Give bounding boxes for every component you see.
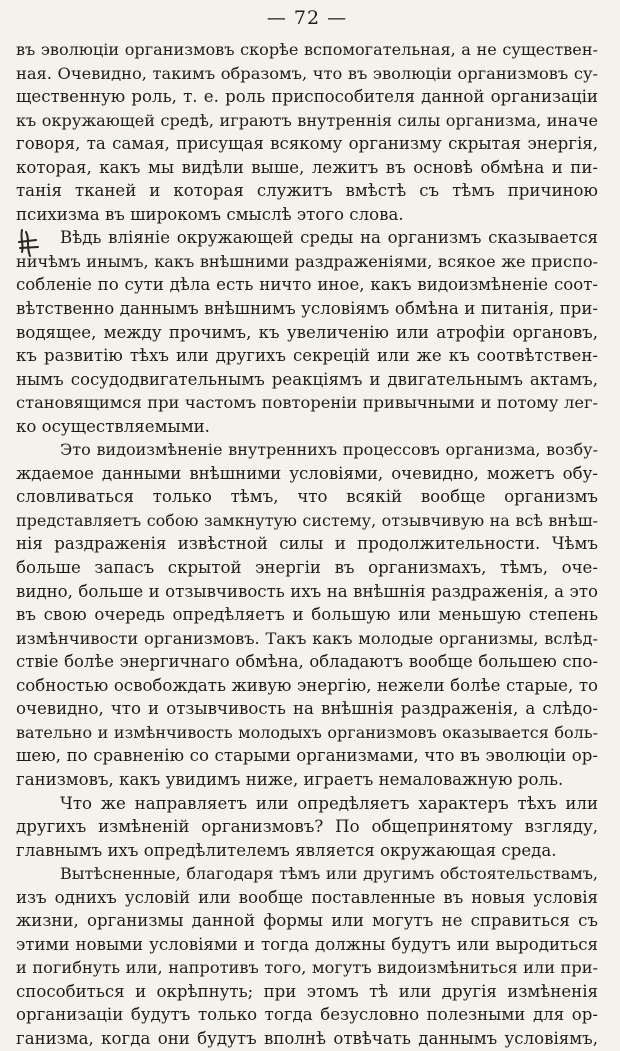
text-line: собленіе по сути дѣла есть ничто иное, какъ видоизмѣненіе соот- [16,275,598,295]
text-line: ждаемое данными внѣшними условіями, очевидно, можетъ обу- [16,463,598,483]
paragraph [16,38,598,226]
text-line: этими новыми условіями и тогда должны будутъ или выродиться [16,934,598,954]
paragraph [16,792,598,863]
text-line: въ свою очередь опредѣляетъ и большую или меньшую степень [16,605,598,625]
text-line: больше запасъ скрытой энергіи въ организмахъ, тѣмъ, оче- [16,558,598,578]
text-line: очевидно, что и отзывчивость на внѣшнія раздраженія, а слѣдо- [16,699,598,719]
text-line: психизма въ широкомъ смыслѣ этого слова. [16,204,404,224]
text-line: словливаться только тѣмъ, что всякій вообще организмъ [16,487,598,507]
text-line: изъ однихъ условій или вообще поставленные въ новыя условія [16,887,598,907]
text-line: измѣнчивости организмовъ. Такъ какъ молодые организмы, вслѣд- [16,628,598,648]
text-line: вѣтственно даннымъ внѣшнимъ условіямъ обмѣна и питанія, при- [16,299,598,319]
body-text [16,38,598,1051]
paragraph [16,862,598,1050]
text-line: которая, какъ мы видѣли выше, лежитъ въ основѣ обмѣна и пи- [16,157,598,177]
text-line: Вытѣсненные, благодаря тѣмъ или другимъ обстоятельствамъ, [60,864,598,884]
text-line: ганизмовъ, какъ увидимъ ниже, играетъ немаловажную роль. [16,769,564,789]
text-line: вательно и измѣнчивость молодыхъ организмовъ оказывается боль- [16,722,598,742]
text-line: говоря, та самая, присущая всякому организму скрытая энергія, [16,134,598,154]
text-line: собностью освобождать живую энергію, нежели болѣе старые, то [16,675,598,695]
text-line: ничѣмъ инымъ, какъ внѣшними раздраженіями, всякое же приспо- [16,251,598,271]
text-line: организаціи будутъ только тогда безусловно полезными для ор- [16,1005,598,1025]
text-line: нія раздраженія извѣстной силы и продолжительности. Чѣмъ [16,534,598,554]
text-line: и погибнуть или, напротивъ того, могутъ видоизмѣниться или при- [16,958,598,978]
text-line: нымъ сосудодвигательнымъ реакціямъ и двигательнымъ актамъ, [16,369,598,389]
text-line: водящее, между прочимъ, къ увеличенію или атрофіи органовъ, [16,322,598,342]
text-line: Вѣдь вліяніе окружающей среды на организмъ сказывается [60,228,598,248]
text-line: способиться и окрѣпнуть; при этомъ тѣ или другія измѣненія [16,981,598,1001]
text-line: жизни, организмы данной формы или могутъ не справиться съ [16,911,598,931]
text-line: Что же направляетъ или опредѣляетъ характеръ тѣхъ или [60,793,598,813]
text-line: къ развитію тѣхъ или другихъ секрецій или же къ соотвѣтствен- [16,346,598,366]
paragraph [16,226,598,438]
page-number: — 72 — [266,7,348,29]
text-line: ганизма, когда они будутъ вполнѣ отвѣчать даннымъ условіямъ, [16,1028,598,1048]
text-line: къ окружающей средѣ, играютъ внутреннія силы организма, иначе [16,110,598,130]
text-line: становящимся при частомъ повтореніи привычными и потому лег- [16,393,598,413]
text-line: Это видоизмѣненіе внутреннихъ процессовъ организма, возбу- [60,440,598,460]
text-line: щественную роль, т. е. роль приспособителя данной организаціи [16,87,598,107]
text-line: въ эволюціи организмовъ скорѣе вспомогательная, а не существен- [16,40,598,59]
text-line: другихъ измѣненій организмовъ? По общепринятому взгляду, [16,817,598,837]
text-line: видно, больше и отзывчивость ихъ на внѣшнія раздраженія, а это [16,581,598,601]
text-line: представляетъ собою замкнутую систему, отзывчивую на всѣ внѣш- [16,510,598,530]
text-line: главнымъ ихъ опредѣлителемъ является окружающая среда. [16,840,557,860]
text-line: танія тканей и которая служитъ вмѣстѣ съ тѣмъ причиною [16,181,598,201]
text-line: шею, по сравненію со старыми организмами, что въ эволюціи ор- [16,746,598,766]
text-line: ная. Очевидно, такимъ образомъ, что въ эволюціи организмовъ су- [16,63,598,83]
paragraph [16,438,598,791]
text-line: ствіе болѣе энергичнаго обмѣна, обладаютъ вообще большею спо- [16,652,598,672]
text-line: ко осуществляемыми. [16,416,210,436]
